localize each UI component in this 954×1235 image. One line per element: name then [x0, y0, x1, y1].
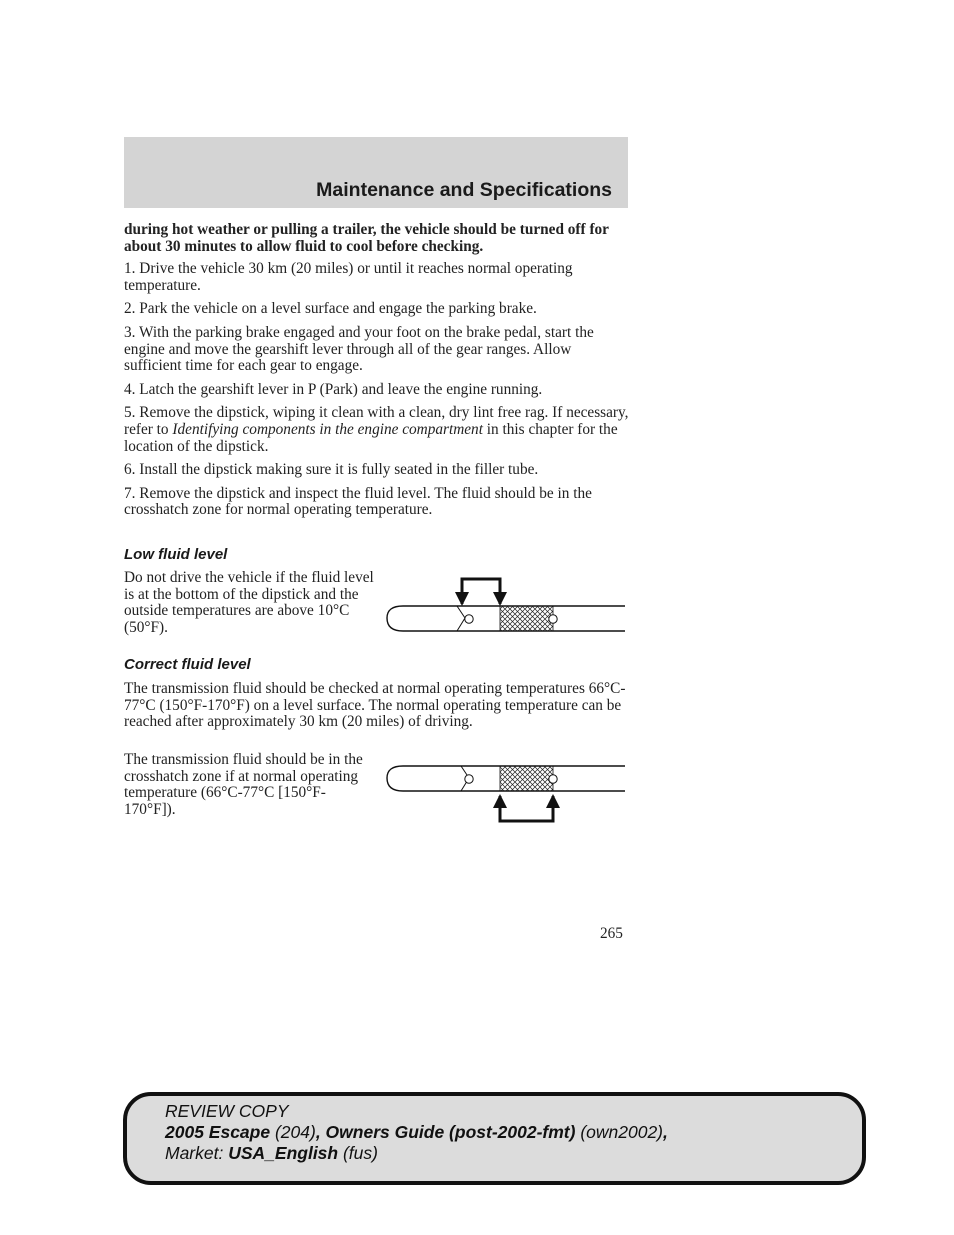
footer-market-line: Market: USA_English (fus): [165, 1143, 378, 1163]
correct-fluid-crosshatch-text: The transmission fluid should be in the crosshatch zone if at normal operating temperature (66°C-77°C [150°F-170°F]).: [124, 751, 363, 818]
main-text-block: [124, 222, 630, 526]
footer-text: [165, 1101, 668, 1164]
section-title: Maintenance and Specifications: [316, 179, 612, 201]
step-4: 4. Latch the gearshift lever in P (Park) and leave the engine running.: [124, 380, 543, 398]
step-3: 3. With the parking brake engaged and your foot on the brake pedal, start the engine and move the gearshift lever through all of the gear ranges. Allow sufficient time for each gear to engage.: [124, 323, 594, 375]
low-fluid-heading: Low fluid level: [124, 546, 228, 563]
low-fluid-text: Do not drive the vehicle if the fluid level is at the bottom of the dipstick and the outside temperatures are above 10°C (50°F).: [124, 569, 374, 636]
review-copy-label: REVIEW COPY: [165, 1101, 289, 1121]
step-6: 6. Install the dipstick making sure it is fully seated in the filler tube.: [124, 461, 539, 479]
low-fluid-dipstick-diagram: [385, 574, 630, 636]
review-copy-footer: [123, 1092, 866, 1185]
correct-fluid-text: The transmission fluid should be checked at normal operating temperatures 66°C-77°C (150°F-170°F) on a level surface. The normal operating temperature can be reached after approximately 30 km (20 miles) of driving.: [124, 680, 626, 731]
hot-weather-warning: during hot weather or pulling a trailer, the vehicle should be turned off for about 30 minutes to allow fluid to cool before checking.: [124, 221, 609, 255]
footer-model-line: 2005 Escape (204), Owners Guide (post-2002-fmt) (own2002),: [165, 1122, 668, 1142]
step-7: 7. Remove the dipstick and inspect the fluid level. The fluid should be in the crosshatch zone for normal operating temperature.: [124, 484, 592, 519]
step-1: 1. Drive the vehicle 30 km (20 miles) or until it reaches normal operating temperature.: [124, 260, 573, 294]
page-number: 265: [600, 925, 623, 942]
section-header-band: [124, 137, 628, 208]
step-2: 2. Park the vehicle on a level surface and engage the parking brake.: [124, 300, 537, 318]
cross-reference-link: Identifying components in the engine compartment: [172, 420, 483, 438]
correct-fluid-heading: Correct fluid level: [124, 656, 251, 673]
step-5: 5. Remove the dipstick, wiping it clean with a clean, dry lint free rag. If necessary, refer to Identifying components in the engine compartment in this chapter for the location of the dipstick.: [124, 404, 629, 455]
correct-fluid-dipstick-diagram: [385, 762, 630, 827]
